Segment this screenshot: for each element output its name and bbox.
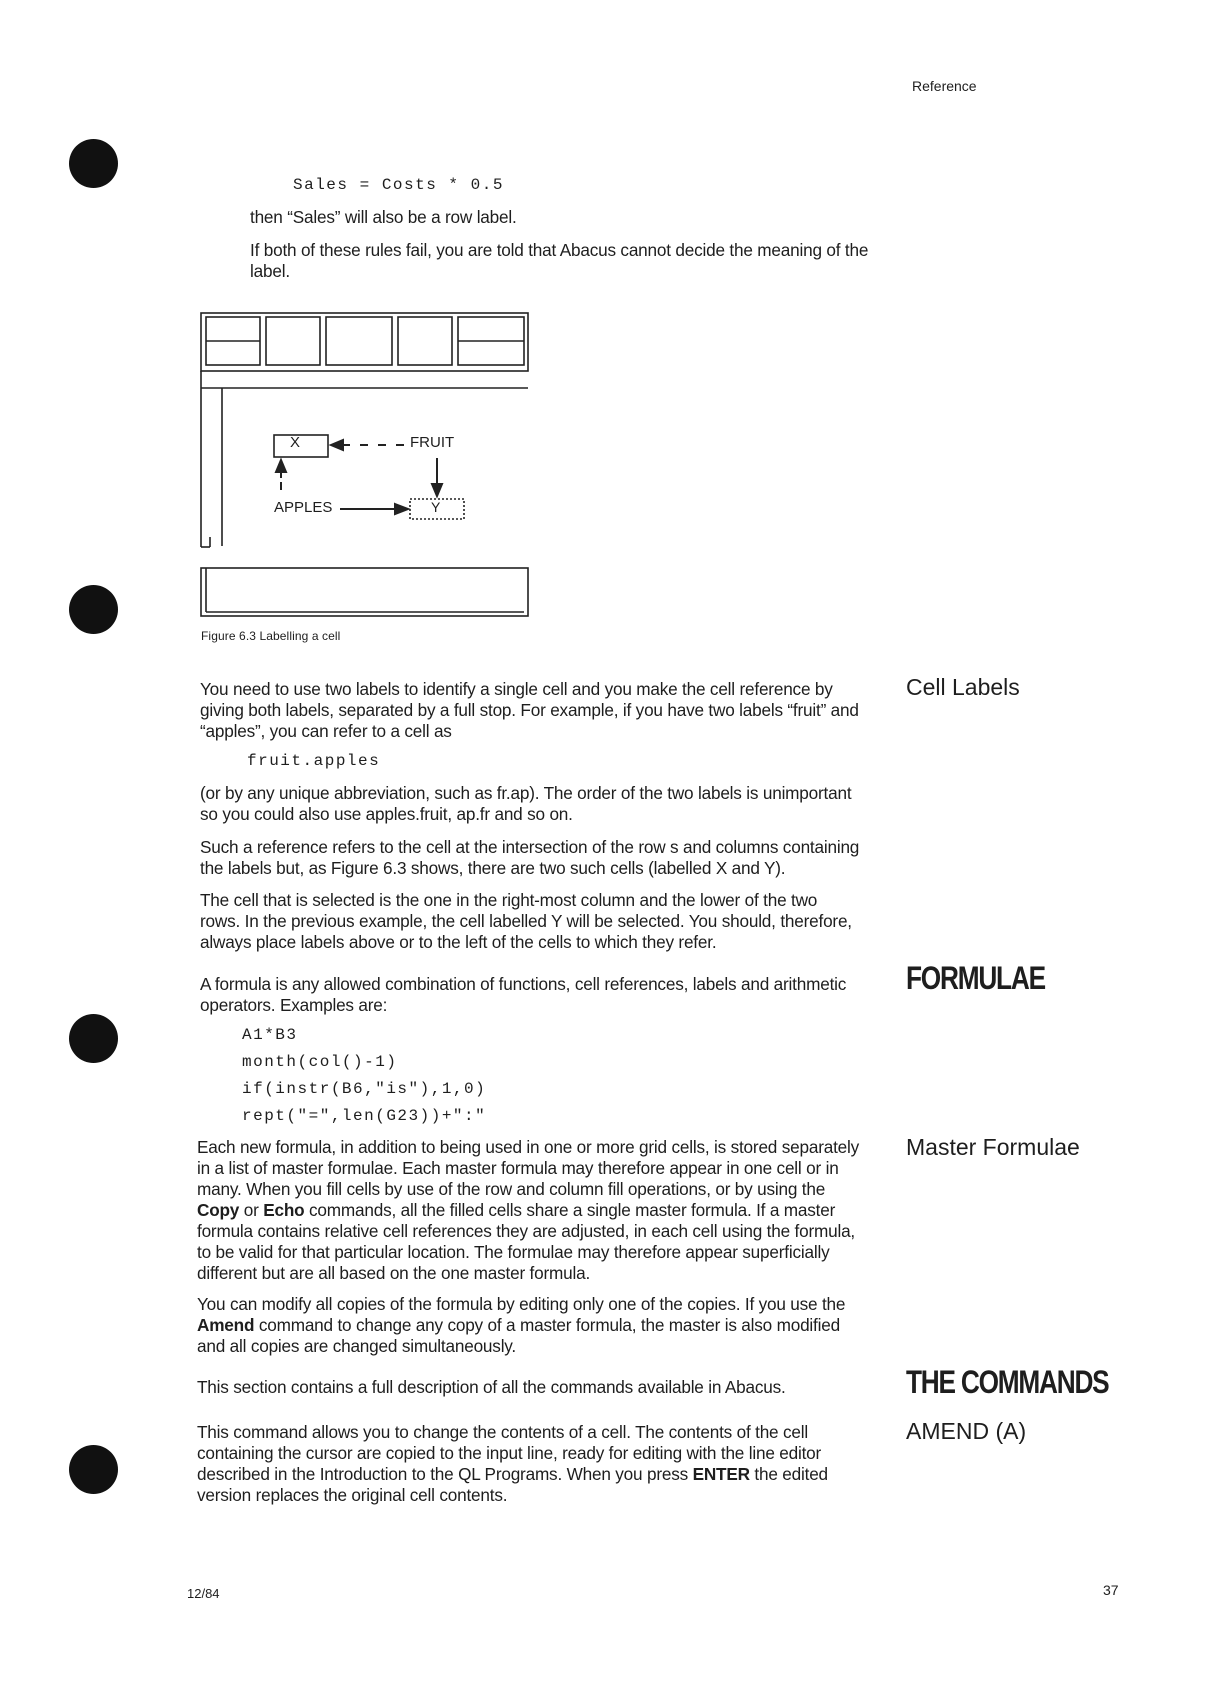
copy-command: Copy bbox=[197, 1200, 240, 1220]
formula-example-2: month(col()-1) bbox=[242, 1053, 398, 1071]
binder-hole bbox=[69, 585, 118, 634]
heading-amend: AMEND (A) bbox=[906, 1418, 1027, 1444]
heading-the-commands: THE COMMANDS bbox=[906, 1364, 1109, 1400]
commands-paragraph-1: This section contains a full description of all the commands available in Abacus. bbox=[197, 1377, 786, 1397]
cell-labels-paragraph-1: You need to use two labels to identify a single cell and you make the cell reference by giving both labels, separated by a full stop. For example, if you have two labels “fruit” and “apples”, you can refer to a cell as bbox=[200, 679, 859, 741]
heading-cell-labels: Cell Labels bbox=[906, 674, 1020, 700]
figure-labelling-a-cell bbox=[200, 312, 530, 622]
code-fruit-apples: fruit.apples bbox=[247, 752, 381, 770]
binder-hole bbox=[69, 139, 118, 188]
label-y: Y bbox=[431, 499, 441, 515]
arrow-fruit-to-x bbox=[331, 440, 343, 450]
cell-labels-paragraph-4: The cell that is selected is the one in the right-most column and the lower of the two rows. In the previous example, the cell labelled Y will be selected. You should, therefore, always place labels above or to the left of the cells to which they refer. bbox=[200, 890, 852, 952]
cell-labels-paragraph-3: Such a reference refers to the cell at the intersection of the row s and columns containing the labels but, as Figure 6.3 shows, there are two such cells (labelled X and Y). bbox=[200, 837, 860, 878]
intro-paragraph-2: If both of these rules fail, you are told that Abacus cannot decide the meaning of the label. bbox=[250, 240, 869, 281]
intro-paragraph-1: then “Sales” will also be a row label. bbox=[250, 207, 517, 227]
formula-example-4: rept("=",len(G23))+":" bbox=[242, 1107, 487, 1125]
arrow-apples-to-y bbox=[395, 504, 408, 514]
enter-key: ENTER bbox=[692, 1464, 750, 1484]
master-formulae-paragraph-1: Each new formula, in addition to being used in one or more grid cells, is stored separately in a list of master formulae. Each master formula may therefore appear in one cell or in many. When you fill cells by use of the row and column fill operations, or by using the Copy or Echo commands, all the filled cells share a single master formula. If a master formula contains relative cell references they are adjusted, in each cell using the formula, to be valid for that particular location. The formulae may therefore appear superficially different but are all based on the one master formula. bbox=[197, 1137, 860, 1283]
heading-master-formulae: Master Formulae bbox=[906, 1134, 1080, 1160]
arrow-fruit-to-y bbox=[432, 484, 442, 496]
running-head: Reference bbox=[912, 78, 977, 94]
formula-example-1: A1*B3 bbox=[242, 1026, 298, 1044]
formula-example-3: if(instr(B6,"is"),1,0) bbox=[242, 1080, 487, 1098]
label-fruit: FRUIT bbox=[410, 434, 455, 451]
arrow-apples-to-x bbox=[276, 460, 286, 472]
formulae-paragraph-1: A formula is any allowed combination of functions, cell references, labels and arithmetic operators. Examples are: bbox=[200, 974, 847, 1015]
label-apples: APPLES bbox=[274, 499, 333, 516]
footer-date: 12/84 bbox=[187, 1586, 220, 1601]
amend-command: Amend bbox=[197, 1315, 255, 1335]
grid-diagram bbox=[200, 312, 530, 622]
master-formulae-paragraph-2: You can modify all copies of the formula by editing only one of the copies. If you use the Amend command to change any copy of a master formula, the master is also modified and all copies are changed simultaneously. bbox=[197, 1294, 846, 1356]
heading-formulae: FORMULAE bbox=[906, 960, 1045, 996]
echo-command: Echo bbox=[263, 1200, 305, 1220]
page-number: 37 bbox=[1103, 1582, 1119, 1598]
binder-hole bbox=[69, 1445, 118, 1494]
figure-caption: Figure 6.3 Labelling a cell bbox=[201, 629, 341, 643]
binder-hole bbox=[69, 1014, 118, 1063]
amend-paragraph-1: This command allows you to change the contents of a cell. The contents of the cell containing the cursor are copied to the input line, ready for editing with the line editor described in the Introduction to the QL Programs. When you press ENTER the edited version replaces the original cell contents. bbox=[197, 1422, 828, 1505]
label-x: X bbox=[290, 434, 301, 451]
cell-labels-paragraph-2: (or by any unique abbreviation, such as fr.ap). The order of the two labels is unimportant so you could also use apples.fruit, ap.fr and so on. bbox=[200, 783, 852, 824]
code-sales: Sales = Costs * 0.5 bbox=[293, 176, 504, 194]
cell-x-box bbox=[274, 435, 328, 457]
